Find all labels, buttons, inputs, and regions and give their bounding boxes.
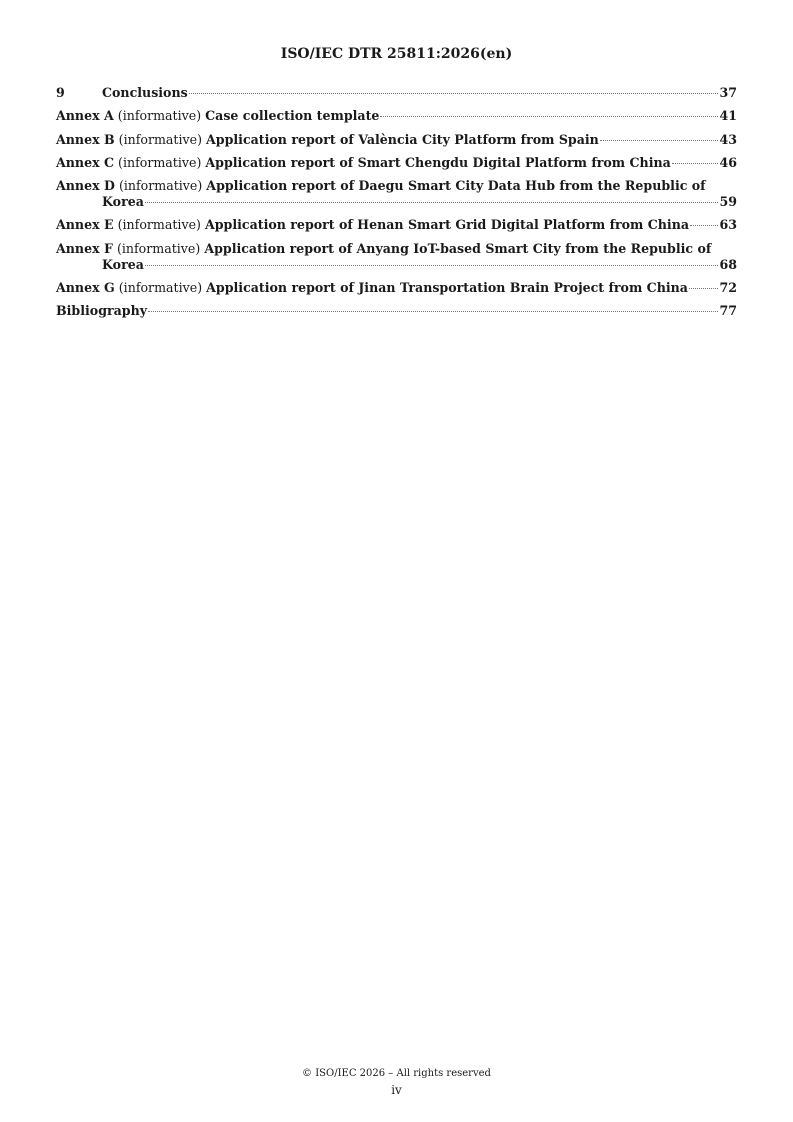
toc-entry-annex-g[interactable] <box>56 280 737 296</box>
toc-page-number: 77 <box>719 303 737 319</box>
table-of-contents <box>56 85 737 327</box>
toc-page-number: 43 <box>719 131 737 147</box>
document-header: ISO/IEC DTR 25811:2026(en) <box>280 46 513 62</box>
toc-annex-label: Annex G <box>56 280 115 296</box>
toc-entry-annex-c[interactable] <box>56 155 737 171</box>
toc-leader-dots <box>145 201 719 203</box>
toc-title: Application report of Henan Smart Grid Digital Platform from China <box>204 217 690 233</box>
toc-entry-clause-9[interactable] <box>56 85 737 101</box>
toc-entry-bibliography[interactable] <box>56 303 737 319</box>
toc-leader-dots <box>380 115 718 117</box>
toc-page-number: 68 <box>719 256 737 272</box>
toc-leader-dots <box>690 224 718 226</box>
toc-annex-type: (informative) <box>117 217 201 233</box>
toc-page-number: 72 <box>719 280 737 296</box>
toc-leader-dots <box>148 310 718 312</box>
toc-title: Case collection template <box>205 108 380 124</box>
toc-page-number: 63 <box>719 217 737 233</box>
toc-title-continuation: Korea <box>102 256 144 272</box>
toc-entry-annex-f[interactable] <box>56 241 737 273</box>
toc-page-number: 46 <box>719 154 737 170</box>
page-number: iv <box>391 1083 402 1097</box>
copyright-notice: © ISO/IEC 2026 – All rights reserved <box>302 1068 491 1079</box>
toc-entry-annex-e[interactable] <box>56 217 737 233</box>
toc-annex-label: Annex E <box>56 217 114 233</box>
toc-title: Application report of Jinan Transportation Brain Project from China <box>206 280 688 296</box>
toc-annex-type: (informative) <box>118 131 202 147</box>
toc-annex-label: Annex A <box>56 108 114 124</box>
toc-title: Conclusions <box>102 85 188 100</box>
toc-title-continuation: Korea <box>102 194 144 210</box>
toc-annex-type: (informative) <box>116 240 201 256</box>
toc-title: Application report of València City Platform from Spain <box>206 131 599 147</box>
page-footer <box>0 1067 793 1097</box>
toc-title: Application report of Anyang IoT-based Smart City from the Republic of <box>204 240 712 256</box>
toc-annex-type: (informative) <box>118 154 202 170</box>
toc-annex-type: (informative) <box>117 108 202 124</box>
toc-page-number: 37 <box>719 85 737 100</box>
toc-annex-label: Annex D <box>56 178 115 194</box>
toc-entry-annex-b[interactable] <box>56 132 737 148</box>
toc-leader-dots <box>189 92 719 94</box>
toc-annex-label: Annex F <box>56 240 113 256</box>
toc-leader-dots <box>689 287 719 289</box>
toc-entry-annex-a[interactable] <box>56 108 737 124</box>
toc-clause-number: 9 <box>56 85 65 100</box>
toc-leader-dots <box>672 162 719 164</box>
toc-title: Bibliography <box>56 303 148 319</box>
toc-annex-label: Annex C <box>56 154 115 170</box>
toc-page-number: 59 <box>719 194 737 210</box>
toc-entry-annex-d[interactable] <box>56 178 737 210</box>
toc-page-number: 41 <box>719 108 737 124</box>
toc-leader-dots <box>145 264 719 266</box>
toc-leader-dots <box>600 139 719 141</box>
toc-annex-type: (informative) <box>118 178 203 194</box>
toc-annex-type: (informative) <box>118 280 203 296</box>
toc-title: Application report of Daegu Smart City Data Hub from the Republic of <box>206 178 706 194</box>
toc-title: Application report of Smart Chengdu Digital Platform from China <box>205 154 671 170</box>
toc-annex-label: Annex B <box>56 131 115 147</box>
